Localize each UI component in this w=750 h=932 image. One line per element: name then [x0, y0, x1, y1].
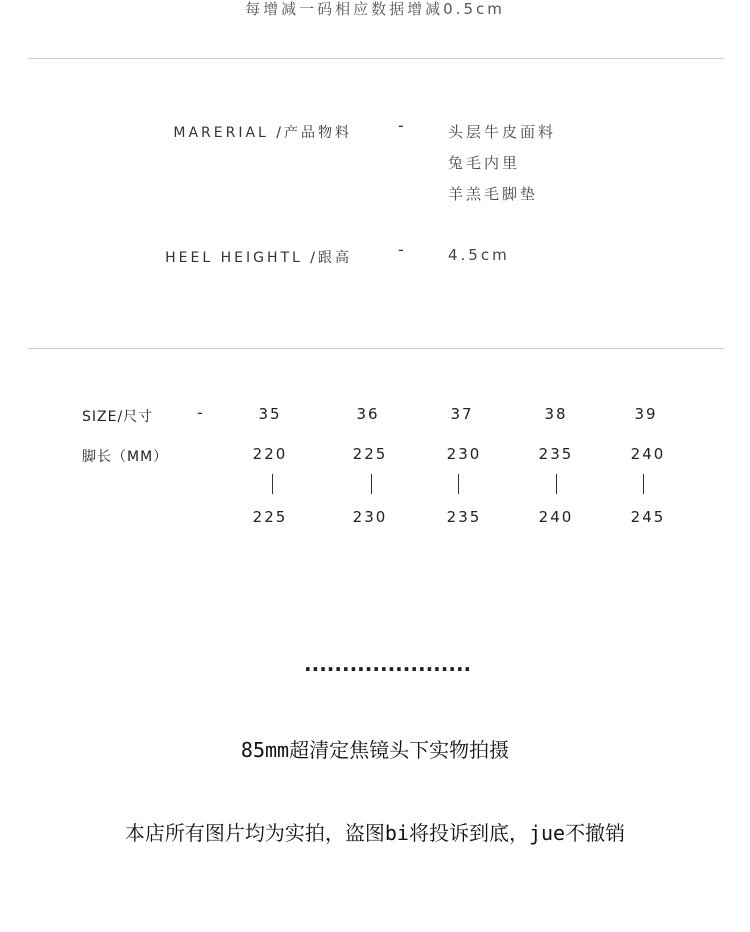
length-min-39: 240: [630, 445, 666, 463]
length-min-36: 225: [352, 445, 388, 463]
material-value-2: 兔毛内里: [448, 154, 521, 172]
length-max-38: 240: [538, 508, 574, 526]
range-separator: [458, 474, 459, 494]
heel-height-dash: -: [398, 240, 404, 259]
divider-middle: [28, 348, 724, 349]
heel-height-value: 4.5cm: [448, 246, 510, 264]
size-37: 37: [450, 405, 474, 423]
length-max-35: 225: [252, 508, 288, 526]
size-36: 36: [356, 405, 380, 423]
heel-height-label: HEEL HEIGHTL /跟高: [165, 250, 352, 266]
size-dash: -: [197, 403, 203, 422]
foot-length-label: 脚长（MM）: [82, 449, 169, 465]
length-min-38: 235: [538, 445, 574, 463]
length-max-36: 230: [352, 508, 388, 526]
copyright-notice: 本店所有图片均为实拍，盗图bi将投诉到底，jue不撤销: [124, 821, 626, 845]
material-value-3: 羊羔毛脚垫: [448, 185, 539, 203]
length-min-37: 230: [446, 445, 482, 463]
size-38: 38: [544, 405, 568, 423]
length-min-35: 220: [252, 445, 288, 463]
size-35: 35: [258, 405, 282, 423]
range-separator: [556, 474, 557, 494]
lens-caption: 85mm超清定焦镜头下实物拍摄: [240, 738, 510, 762]
material-value-1: 头层牛皮面料: [448, 123, 557, 141]
length-max-39: 245: [630, 508, 666, 526]
range-separator: [643, 474, 644, 494]
size-note: 每增减一码相应数据增减0.5cm: [245, 0, 505, 18]
range-separator: [371, 474, 372, 494]
dotted-separator: ......................: [304, 652, 472, 676]
material-dash: -: [398, 116, 404, 135]
size-label: SIZE/尺寸: [82, 409, 154, 425]
size-39: 39: [634, 405, 658, 423]
length-max-37: 235: [446, 508, 482, 526]
divider-top: [28, 58, 724, 59]
material-label: MARERIAL /产品物料: [173, 125, 352, 141]
range-separator: [272, 474, 273, 494]
